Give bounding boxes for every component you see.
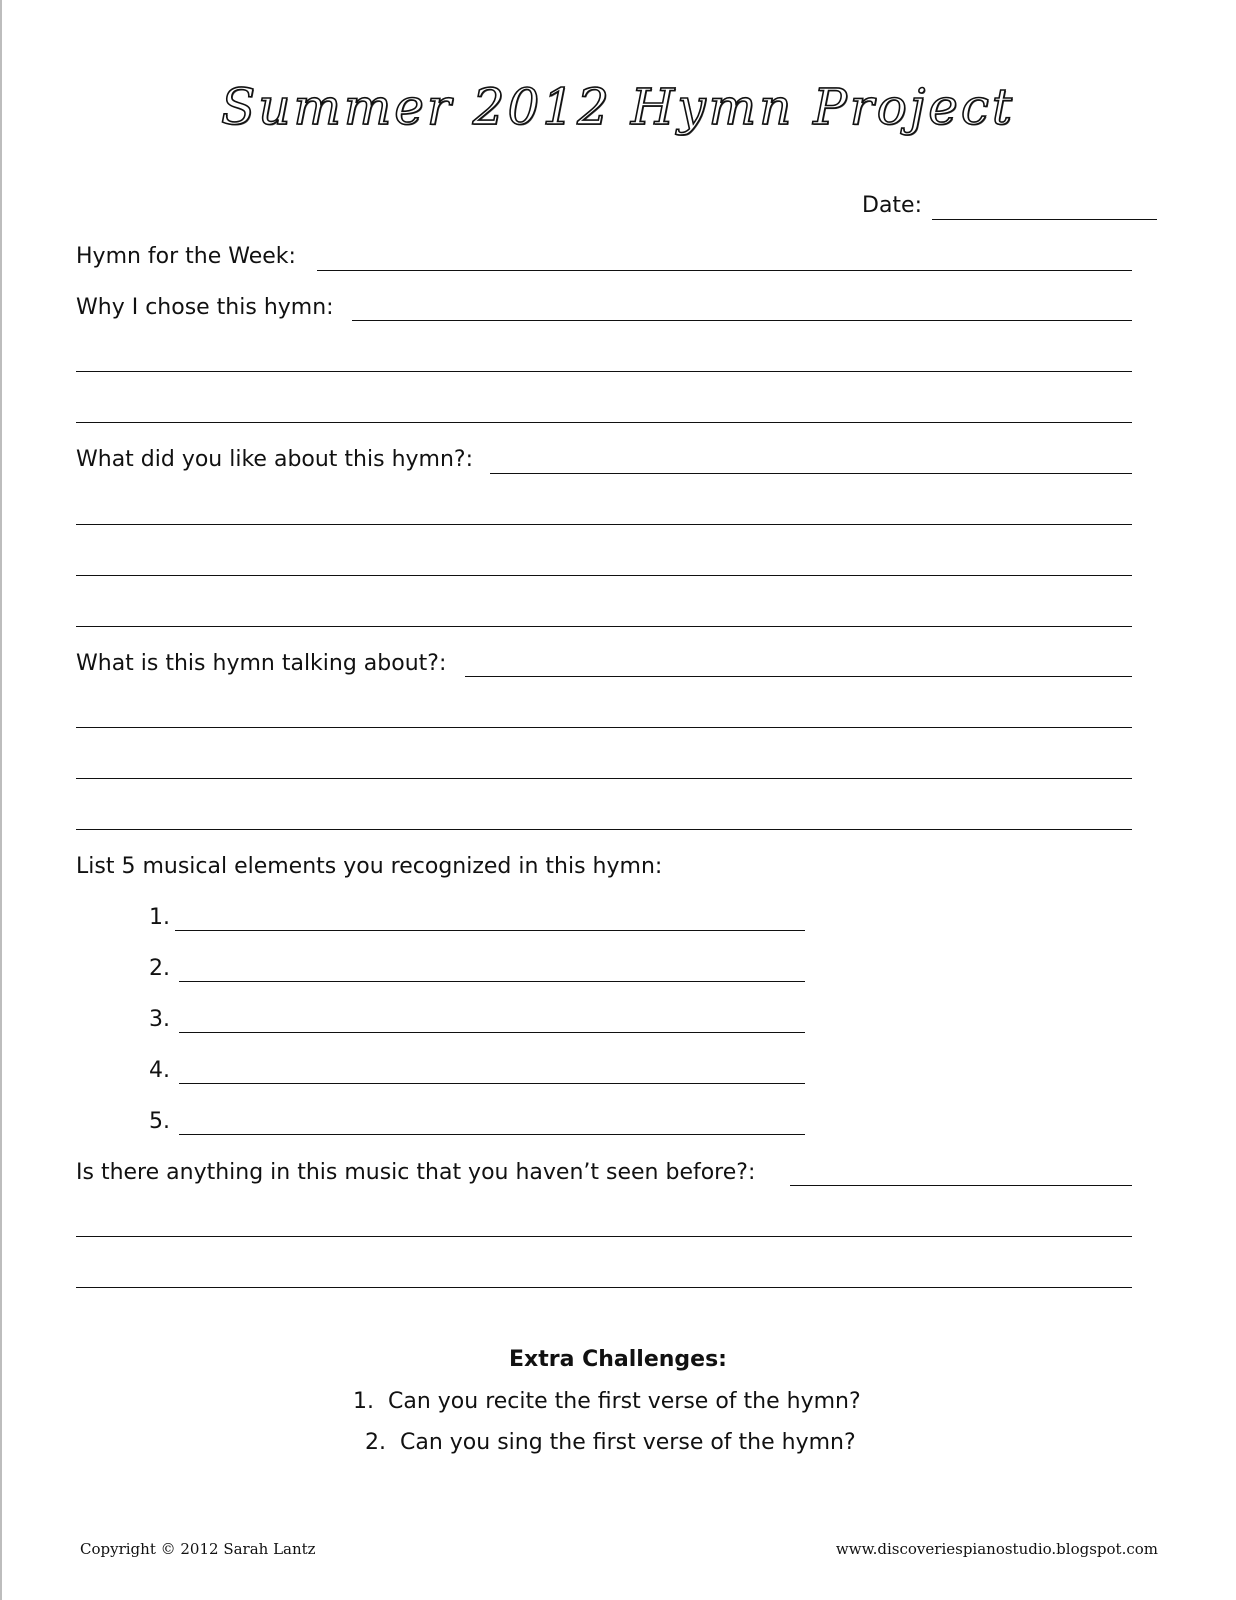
element-number-3: 3. (149, 1007, 170, 1032)
element-line-3[interactable] (179, 1032, 805, 1033)
new-line-3[interactable] (76, 1287, 1132, 1288)
footer-website[interactable]: www.discoveriespianostudio.blogspot.com (835, 1540, 1158, 1558)
like-label: What did you like about this hymn?: (76, 447, 473, 472)
page-title: Summer 2012 Hymn Project (221, 78, 1015, 136)
element-number-5: 5. (149, 1109, 170, 1134)
why-line-3[interactable] (76, 422, 1132, 423)
like-line-1[interactable] (490, 473, 1132, 474)
extra-item-1-text: Can you recite the first verse of the hymn? (388, 1389, 861, 1414)
element-line-5[interactable] (179, 1134, 805, 1135)
extra-item-1-number: 1. (353, 1389, 374, 1414)
element-line-1[interactable] (175, 930, 805, 931)
new-line-2[interactable] (76, 1236, 1132, 1237)
talking-label: What is this hymn talking about?: (76, 651, 447, 676)
element-number-4: 4. (149, 1058, 170, 1083)
like-line-4[interactable] (76, 626, 1132, 627)
element-number-1: 1. (149, 905, 170, 930)
element-line-4[interactable] (179, 1083, 805, 1084)
new-label: Is there anything in this music that you haven’t seen before?: (76, 1160, 756, 1185)
extra-item-2-number: 2. (365, 1430, 386, 1455)
footer-copyright: Copyright © 2012 Sarah Lantz (80, 1540, 316, 1558)
date-label: Date: (862, 193, 922, 218)
like-line-2[interactable] (76, 524, 1132, 525)
date-line[interactable] (932, 219, 1157, 220)
why-line-2[interactable] (76, 371, 1132, 372)
why-label: Why I chose this hymn: (76, 295, 334, 320)
extra-challenges-heading: Extra Challenges: (509, 1347, 727, 1372)
new-line-1[interactable] (790, 1185, 1132, 1186)
element-number-2: 2. (149, 956, 170, 981)
element-line-2[interactable] (179, 981, 805, 982)
like-line-3[interactable] (76, 575, 1132, 576)
talking-line-1[interactable] (465, 676, 1132, 677)
talking-line-3[interactable] (76, 778, 1132, 779)
hymn-week-line[interactable] (317, 270, 1132, 271)
why-line-1[interactable] (352, 320, 1132, 321)
talking-line-4[interactable] (76, 829, 1132, 830)
hymn-week-label: Hymn for the Week: (76, 244, 296, 269)
extra-item-2-text: Can you sing the first verse of the hymn? (400, 1430, 856, 1455)
talking-line-2[interactable] (76, 727, 1132, 728)
elements-label: List 5 musical elements you recognized in this hymn: (76, 854, 663, 879)
